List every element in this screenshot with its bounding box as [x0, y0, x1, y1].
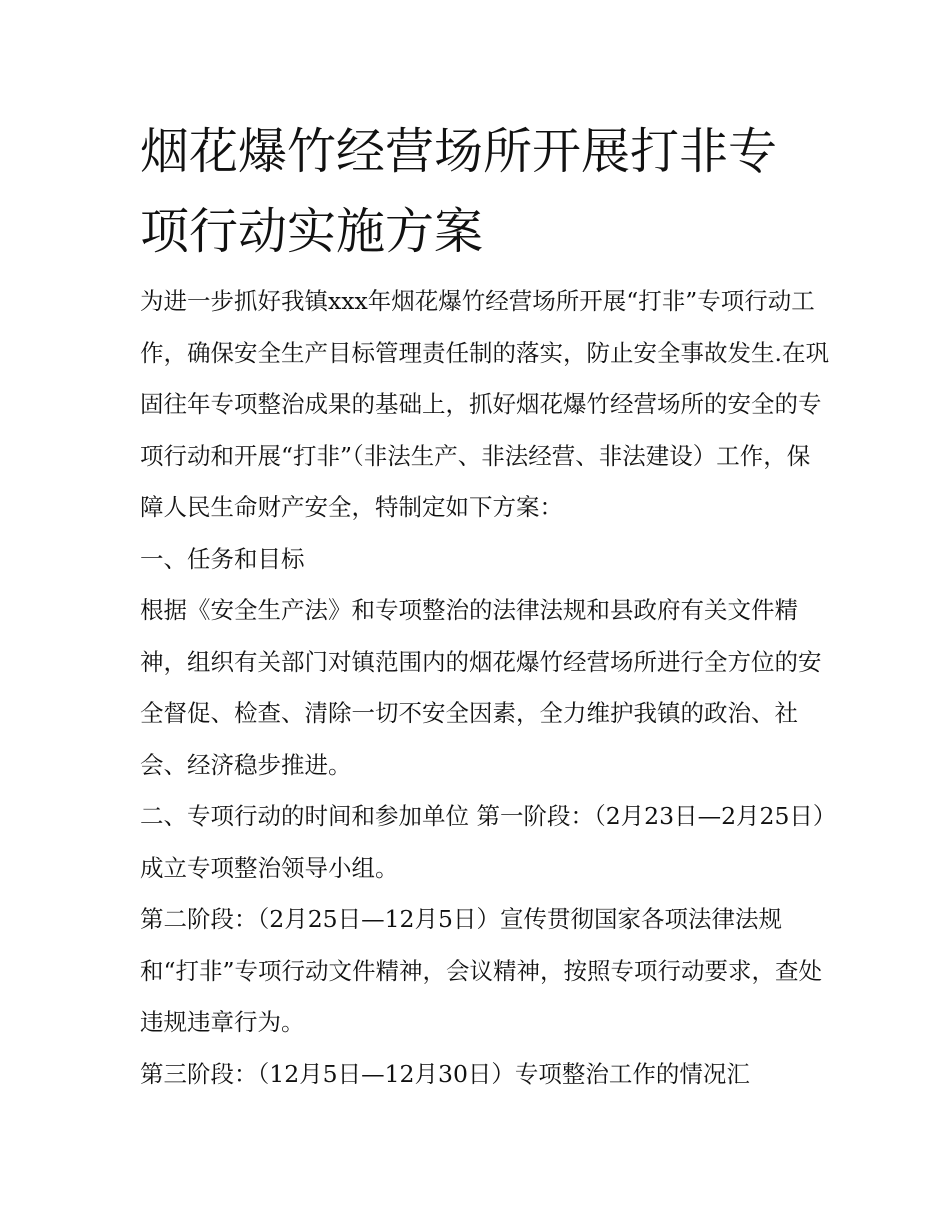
paragraph-schedule-phase-1: 二、专项行动的时间和参加单位 第一阶段：（2月23日—2月25日）成立专项整治领导小组。: [140, 802, 825, 882]
paragraph-phase-2: 第二阶段：（2月25日—12月5日）宣传贯彻国家各项法律法规和“打非”专项行动文件精神，会议精神，按照专项行动要求，查处违规违章行为。: [140, 905, 823, 1036]
paragraph-phase-3: 第三阶段：（12月5日—12月30日）专项整治工作的情况汇: [140, 1059, 750, 1088]
paragraph-intro: 为进一步抓好我镇xxx年烟花爆竹经营场所开展“打非”专项行动工作，确保安全生产目标管理责任制的落实，防止安全事故发生.在巩固往年专项整治成果的基础上，抓好烟花爆竹经营场所的安全的专项行动和开展“打非”（非法生产、非法经营、非法建设）工作，保障人民生命财产安全，特制定如下方案：: [140, 287, 829, 521]
paragraph-tasks: 根据《安全生产法》和专项整治的法律法规和县政府有关文件精神，组织有关部门对镇范围内的烟花爆竹经营场所进行全方位的安全督促、检查、清除一切不安全因素，全力维护我镇的政治、社会、经济稳步推进。: [140, 596, 822, 779]
heading-tasks-goals: 一、任务和目标: [140, 544, 305, 573]
document-body: [140, 276, 830, 1100]
document-title: 烟花爆竹经营场所开展打非专项行动实施方案: [140, 123, 778, 260]
